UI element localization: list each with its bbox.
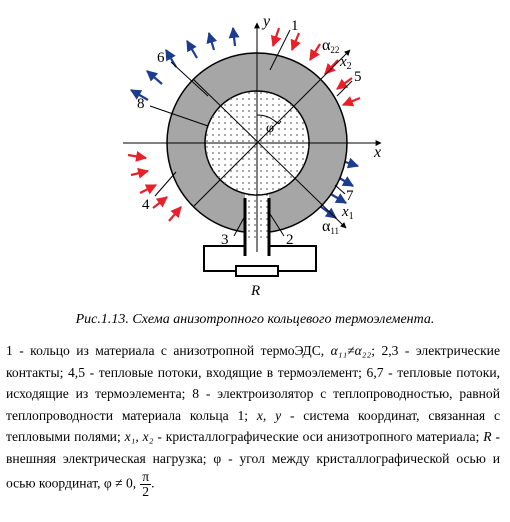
figure-description: 1 - кольцо из материала с анизотропной термоЭДС, α₁₁≠α₂₂; 2,3 - электрические контакты; 4,5 - тепловые потоки, входящие в термоэлемент; 6,7 - тепловые потоки, исходящие из термоэлемента; 8 - электроизолятор с теплопроводностью, равной теплопроводности материала кольца 1; x, y - система координат, связанная с тепловыми полями; x₁, x₂ - кристаллографические оси анизотропного материала; R - внешняя электрическая нагрузка; φ - угол между кристаллографической осью и осью координат, φ ≠ 0, $\frac{\pi}{2}$ .	[6, 343, 500, 499]
angle-phi: φ	[266, 121, 275, 136]
label-1: 1	[291, 18, 299, 34]
axis-label-y: y	[263, 13, 271, 30]
label-3: 3	[221, 232, 229, 248]
label-6: 6	[157, 50, 165, 66]
label-alpha22: α22	[322, 37, 340, 55]
axis-label-x: x	[374, 144, 382, 161]
label-7: 7	[346, 188, 354, 204]
figure-caption: Рис.1.13. Схема анизотропного кольцевого термоэлемента.	[75, 312, 435, 327]
label-8: 8	[137, 96, 145, 112]
axis-label-x2: $x_2$	[340, 54, 352, 72]
label-2: 2	[286, 232, 294, 248]
label-alpha11: α11	[322, 218, 340, 236]
axis-label-x1: $x_1$	[342, 204, 354, 222]
pi-over-2-fraction: $\frac{\pi}{2}$	[142, 468, 150, 499]
external-circuit	[204, 246, 316, 276]
load-label-R: R	[251, 283, 261, 299]
label-5: 5	[354, 69, 362, 85]
label-4: 4	[142, 197, 150, 213]
